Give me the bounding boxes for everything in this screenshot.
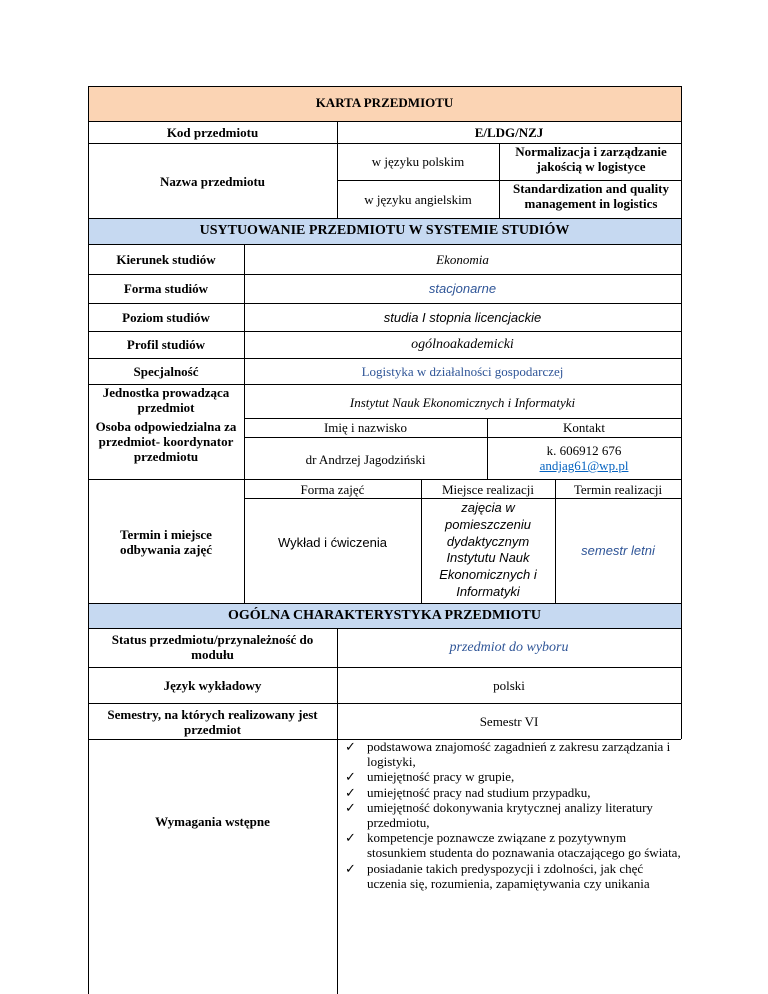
check-icon: ✓ <box>345 830 356 846</box>
sem-value: Semestr VI <box>479 714 539 729</box>
page-title: KARTA PRZEDMIOTU <box>315 95 454 110</box>
field-label: Kierunek studiów <box>116 252 216 267</box>
contact-header: Kontakt <box>563 420 605 435</box>
req-list <box>345 739 685 891</box>
pl-name: Normalizacja i zarządzanie jakością w logistyce <box>515 144 667 174</box>
lang-value: polski <box>493 678 525 693</box>
lang-label: Język wykładowy <box>163 678 262 693</box>
req-label: Wymagania wstępne <box>155 814 270 829</box>
section2-title: OGÓLNA CHARAKTERYSTYKA PRZEDMIOTU <box>228 608 541 623</box>
unit-value: Instytut Nauk Ekonomicznych i Informatyki <box>349 395 576 410</box>
class-form-header: Forma zajęć <box>300 482 365 497</box>
list-item: ✓ umiejętność pracy nad studium przypadku, <box>345 784 591 800</box>
status-label: Status przedmiotu/przynależność do modułu <box>111 632 314 662</box>
sem-label: Semestry, na których realizowany jest przedmiot <box>107 707 318 737</box>
code-value: E/LDG/NZJ <box>474 125 544 140</box>
list-item: ✓ umiejętność pracy w grupie, <box>345 769 515 785</box>
unit-label: Jednostka prowadząca przedmiot <box>102 385 230 415</box>
code-label: Kod przedmiotu <box>166 125 259 140</box>
section1-title: USYTUOWANIE PRZEDMIOTU W SYSTEMIE STUDIÓW <box>199 223 570 238</box>
coord-name: dr Andrzej Jagodziński <box>305 452 426 467</box>
check-icon: ✓ <box>345 769 356 785</box>
profile-label: Profil studiów <box>126 337 206 352</box>
pl-label: w języku polskim <box>371 154 465 169</box>
check-icon: ✓ <box>345 784 356 800</box>
profile-value: ogólnoakademicki <box>411 337 514 352</box>
class-form: Wykład i ćwiczenia <box>278 535 387 550</box>
list-item: ✓ kompetencje poznawcze związane z pozytywnym stosunkiem studenta do poznawania otaczającego go świata, <box>345 830 681 861</box>
term-header: Termin realizacji <box>573 482 663 497</box>
list-item: ✓ umiejętność dokonywania krytycznej analizy literatury przedmiotu, <box>345 799 653 831</box>
coord-phone: k. 606912 676 <box>546 443 622 458</box>
check-icon: ✓ <box>345 799 356 815</box>
spec-value: Logistyka w działalności gospodarczej <box>361 364 564 379</box>
name-header: Imię i nazwisko <box>323 420 408 435</box>
check-icon: ✓ <box>345 739 356 754</box>
list-item: ✓ podstawowa znajomość zagadnień z zakresu zarządzania i logistyki, <box>345 739 671 770</box>
spec-label: Specjalność <box>133 364 199 379</box>
term: semestr letni <box>581 543 655 558</box>
level-label: Poziom studiów <box>122 310 210 325</box>
status-value: przedmiot do wyboru <box>449 640 569 655</box>
time-label: Termin i miejsce odbywania zajęć <box>119 527 213 557</box>
list-item: ✓ posiadanie takich predyspozycji i zdolności, jak chęć uczenia się, rozumienia, zapamiętywania czy unikania <box>345 860 650 891</box>
field-value: Ekonomia <box>436 252 489 267</box>
level-value: studia I stopnia licencjackie <box>383 310 542 325</box>
form-value: stacjonarne <box>428 281 497 296</box>
place-header: Miejsce realizacji <box>441 482 535 497</box>
form-label: Forma studiów <box>123 281 209 296</box>
en-name: Standardization and quality management in logistics <box>512 181 670 211</box>
place: zajęcia w pomieszczeniu dydaktycznym Instytutu Nauk Ekonomicznych i Informatyki <box>439 500 537 599</box>
name-label: Nazwa przedmiotu <box>159 174 266 189</box>
check-icon: ✓ <box>345 860 356 876</box>
coord-email-cell <box>487 458 681 473</box>
coord-label: Osoba odpowiedzialna za przedmiot- koordynator przedmiotu <box>95 419 237 464</box>
coord-email-link[interactable]: andjag61@wp.pl <box>539 458 629 473</box>
en-label: w języku angielskim <box>364 192 472 207</box>
